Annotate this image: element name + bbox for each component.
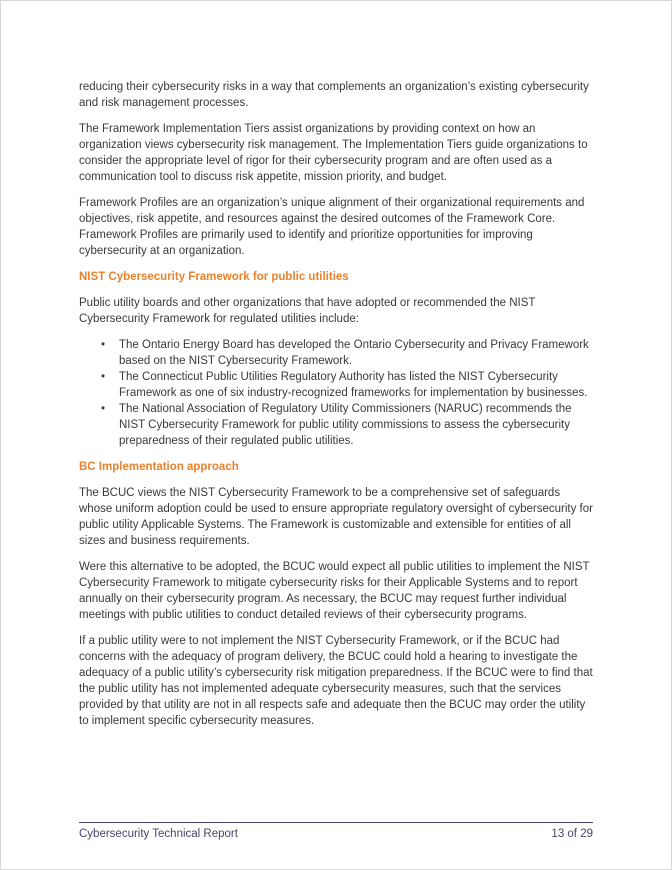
section-heading-nist-framework-public-utilities: NIST Cybersecurity Framework for public utilities xyxy=(79,271,349,283)
bullet-icon: • xyxy=(101,403,106,415)
footer-page-number: 13 of 29 xyxy=(551,828,593,840)
bullet-list xyxy=(79,337,595,449)
paragraph-public-utility-boards: Public utility boards and other organizations that have adopted or recommended the NIST Cybersecurity Framework for regulated utilities include: xyxy=(79,297,536,325)
bullet-icon: • xyxy=(101,371,106,383)
section-heading-bc-implementation-approach: BC Implementation approach xyxy=(79,461,239,473)
paragraph-implementation-tiers: The Framework Implementation Tiers assist organizations by providing context on how an organization views cybersecurity risk management. The Implementation Tiers guide organizations to consider the appropriate level of rigor for their cybersecurity program and are often used as a communication tool to discuss risk appetite, mission priority, and budget. xyxy=(79,123,588,183)
paragraph-alternative-adopted: Were this alternative to be adopted, the BCUC would expect all public utilities to implement the NIST Cybersecurity Framework to mitigate cybersecurity risks for their Applicable Systems and to report annually on their cybersecurity program. As necessary, the BCUC may request further individual meetings with public utilities to conduct detailed reviews of their cybersecurity programs. xyxy=(79,561,590,621)
footer-document-title: Cybersecurity Technical Report xyxy=(79,828,238,840)
paragraph-framework-profiles: Framework Profiles are an organization’s unique alignment of their organizational requirements and objectives, risk appetite, and resources against the desired outcomes of the Framework Core. Framework Profiles are primarily used to identify and prioritize opportunities for improving cybersecurity at an organization. xyxy=(79,197,585,257)
list-item-text: The Ontario Energy Board has developed the Ontario Cybersecurity and Privacy Framework based on the NIST Cybersecurity Framework. xyxy=(119,339,589,367)
list-item-connecticut-pura xyxy=(101,369,595,401)
paragraph-non-implementation-hearing: If a public utility were to not implement the NIST Cybersecurity Framework, or if the BCUC had concerns with the adequacy of program delivery, the BCUC could hold a hearing to investigate the adequacy of a public utility’s cybersecurity risk mitigation preparedness. If the BCUC were to find that the public utility has not implemented adequate cybersecurity measures, such that the services provided by that utility are not in all respects safe and adequate then the BCUC may order the utility to implement specific cybersecurity measures. xyxy=(79,635,593,727)
list-item-naruc xyxy=(101,401,595,449)
document-body xyxy=(79,79,595,739)
list-item-text: The Connecticut Public Utilities Regulatory Authority has listed the NIST Cybersecurity Framework as one of six industry-recognized frameworks for implementation by businesses. xyxy=(119,371,588,399)
bullet-icon: • xyxy=(101,339,106,351)
paragraph-framework-intro: reducing their cybersecurity risks in a way that complements an organization’s existing cybersecurity and risk management processes. xyxy=(79,81,589,109)
list-item-ontario-energy-board xyxy=(101,337,595,369)
page-footer xyxy=(79,822,593,841)
paragraph-bcuc-views: The BCUC views the NIST Cybersecurity Framework to be a comprehensive set of safeguards whose uniform adoption could be used to ensure appropriate regulatory oversight of cybersecurity for public utility Applicable Systems. The Framework is customizable and extensible for entities of all sizes and business requirements. xyxy=(79,487,593,547)
list-item-text: The National Association of Regulatory Utility Commissioners (NARUC) recommends the NIST Cybersecurity Framework for public utility commissions to assess the cybersecurity preparedness of their regulated public utilities. xyxy=(119,403,572,447)
